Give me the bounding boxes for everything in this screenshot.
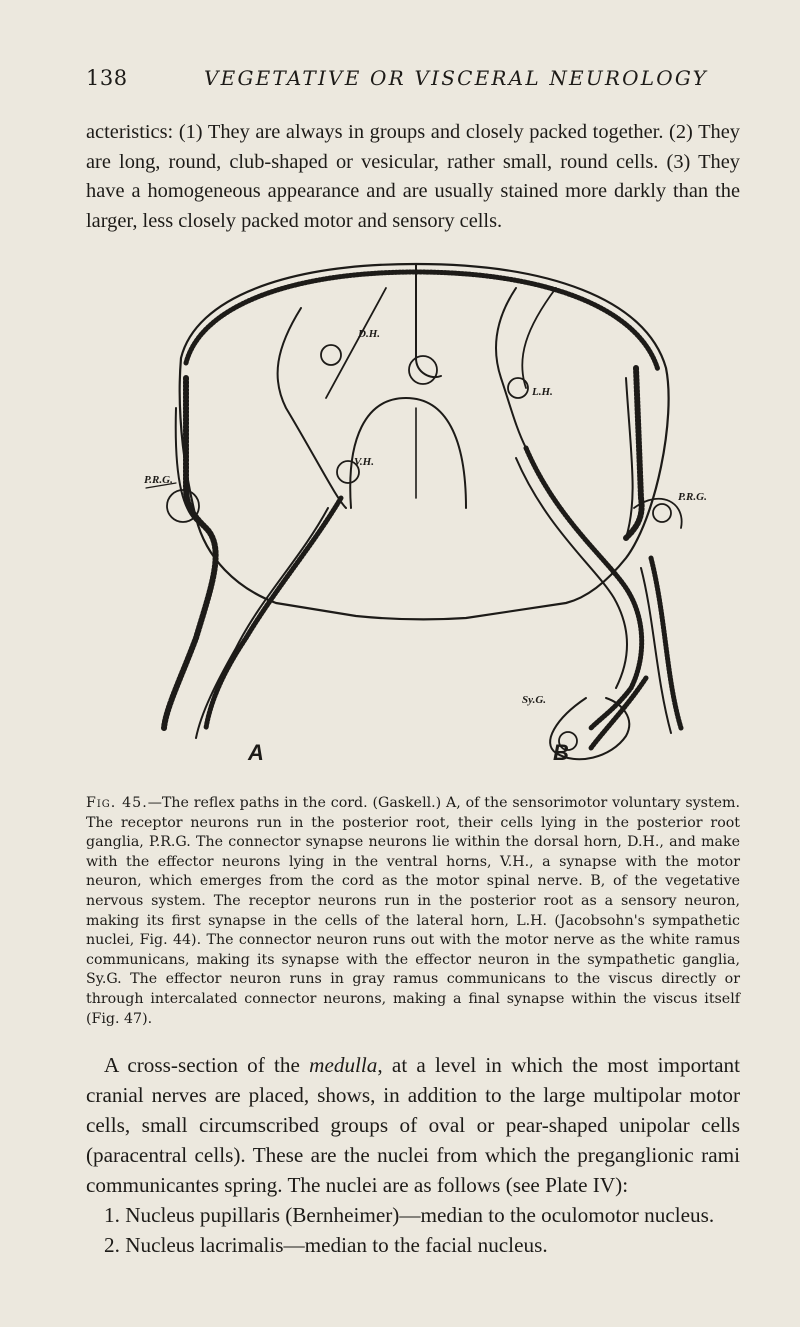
label-prg-left: P.R.G. <box>144 474 173 486</box>
figure-caption <box>86 794 740 1029</box>
cord-outline <box>180 264 669 619</box>
label-prg-right: P.R.G. <box>678 491 707 503</box>
figure-45 <box>86 258 740 788</box>
panel-letter-b: B <box>553 740 569 765</box>
caption-text: —The reflex paths in the cord. (Gaskell.) A, of the sensorimotor voluntary system. The receptor neurons run in the posterior root, their cells lying in the posterior root ganglia, P.R.G. The connector synapse neurons lie within the dorsal horn, D.H., and make with the effector neurons lying in the ventral horns, V.H., a synapse with the motor neuron, which emerges from the cord as the motor spinal nerve. B, of the vegetative nervous system. The receptor neurons run in the posterior root as a sensory neuron, making its first synapse in the cells of the lateral horn, L.H. (Jacobsohn's sympathetic nuclei, Fig. 44). The connector neuron runs out with the motor nerve as the white ramus communicans, making its synapse with the effector neuron in the sympathetic ganglia, Sy.G. The effector neuron runs in gray ramus communicans to the viscus directly or through intercalated connector neurons, making a final synapse within the viscus itself (Fig. 47). <box>86 795 740 1027</box>
bottom-intro-after: , at a level in which the most important cranial nerves are placed, shows, in addition to the large multipolar motor cells, small circumscribed groups of oval or pear-shaped unipolar cells (paracentral cells). These are the nuclei from which the preganglionic rami communicantes spring. The nuclei are as follows (see Plate IV): <box>86 1053 741 1197</box>
caption-figure-tag: Fig. 45. <box>86 795 148 811</box>
running-head: VEGETATIVE OR VISCERAL NEUROLOGY <box>204 66 709 90</box>
label-lh: L.H. <box>532 386 553 398</box>
panel-letter-a: A <box>248 740 264 765</box>
bottom-intro-em: medulla <box>309 1053 378 1077</box>
label-syg: Sy.G. <box>522 694 547 706</box>
bottom-paragraph <box>86 1050 740 1260</box>
list-item: 1. Nucleus pupillaris (Bernheimer)—median to the oculomotor nucleus. <box>104 1203 715 1227</box>
bottom-intro-before: A cross-section of the <box>104 1053 310 1077</box>
top-paragraph: acteristics: (1) They are always in groups and closely packed together. (2) They are long, round, club-shaped or vesicular, rather small, round cells. (3) They have a homogeneous appearance and are usually stained more darkly than the larger, less closely packed motor and sensory cells. <box>86 121 740 232</box>
label-dh: D.H. <box>358 328 380 340</box>
label-vh: V.H. <box>354 456 374 468</box>
page-number: 138 <box>86 66 128 90</box>
page-header <box>86 66 726 96</box>
list-item: 2. Nucleus lacrimalis—median to the facial nucleus. <box>104 1233 548 1257</box>
spinal-cord-diagram <box>86 258 740 788</box>
